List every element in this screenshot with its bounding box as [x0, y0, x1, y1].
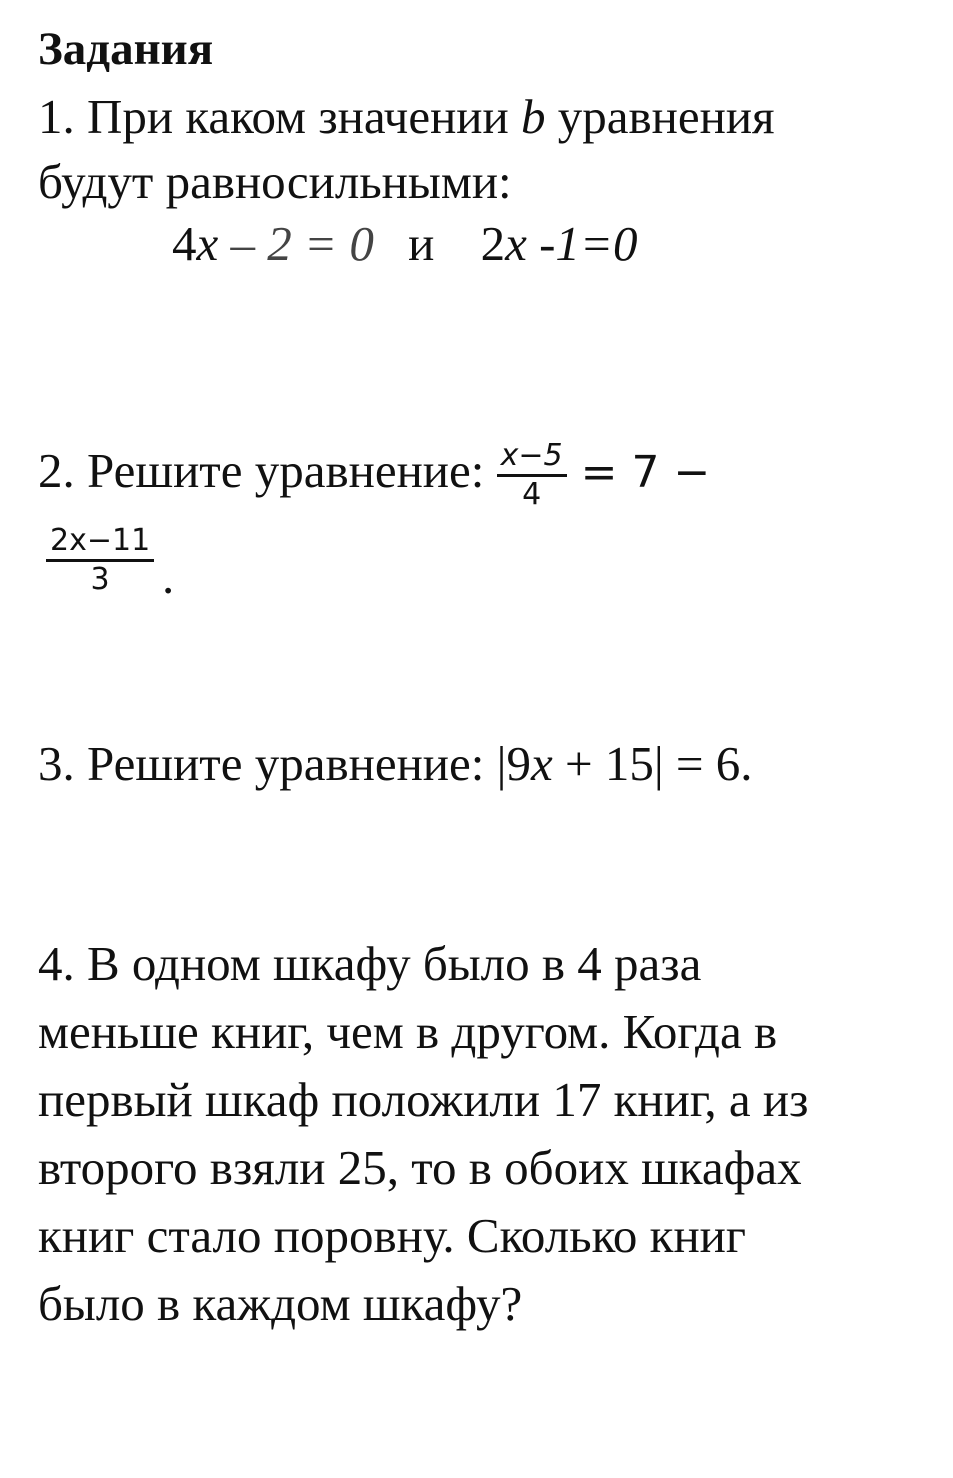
task-3-rest: + 15| = 6.: [552, 736, 753, 791]
eq-and-word: и: [408, 216, 435, 271]
task-2-middle: = 7 −: [566, 446, 711, 498]
eq-left-rest: – 2 = 0: [218, 216, 374, 271]
page-title: Задания: [38, 23, 214, 75]
task-1-prefix: 1. При каком значении: [38, 89, 521, 144]
eq-right-rest: -1=0: [526, 216, 638, 271]
task-1-line-2: будут равносильными:: [38, 154, 512, 209]
task-2-line: [38, 438, 710, 513]
task-3-prefix: 3. Решите уравнение:: [38, 736, 497, 791]
task-4-line-5: книг стало поровну. Сколько книг: [38, 1208, 746, 1263]
task-3-abs-open: |9: [496, 736, 531, 791]
task-4-line-2: меньше книг, чем в другом. Когда в: [38, 1004, 778, 1059]
eq-left-coef: 4: [172, 216, 197, 271]
task-1-variable-b: b: [521, 89, 546, 144]
task-4-line-4: второго взяли 25, то в обоих шкафах: [38, 1140, 802, 1195]
task-1-suffix: уравнения: [545, 89, 775, 144]
fraction-2: [46, 523, 154, 598]
task-4-line-6: было в каждом шкафу?: [38, 1276, 523, 1331]
eq-right-var: x: [505, 216, 527, 271]
fraction-2-numerator: 2x−11: [46, 523, 154, 562]
task-3-variable: x: [530, 736, 553, 791]
task-4-line-1: 4. В одном шкафу было в 4 раза: [38, 936, 702, 991]
task-1-equations: [172, 215, 637, 273]
task-2-period: .: [162, 549, 175, 604]
task-1-line-1: [38, 88, 775, 146]
eq-right-coef: 2: [480, 216, 506, 271]
eq-left-var: x: [196, 216, 219, 271]
task-4-line-3: первый шкаф положили 17 книг, а из: [38, 1072, 809, 1127]
task-3-line: [38, 735, 753, 793]
fraction-1-denominator: 4: [522, 477, 542, 512]
fraction-1-numerator: x−5: [497, 438, 567, 477]
fraction-1: [497, 438, 567, 513]
fraction-2-denominator: 3: [90, 562, 110, 597]
task-2-prefix: 2. Решите уравнение:: [38, 442, 497, 498]
